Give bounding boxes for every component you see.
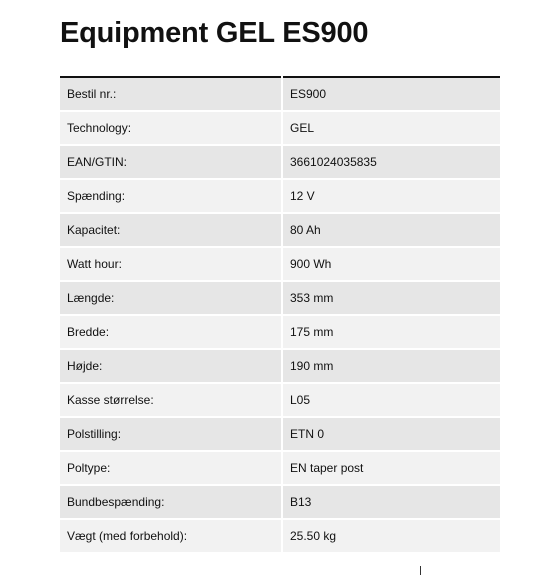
- table-row: [60, 349, 500, 383]
- table-row: [60, 383, 500, 417]
- spec-value: B13: [282, 485, 500, 519]
- spec-label: Længde:: [60, 281, 282, 315]
- spec-label: Spænding:: [60, 179, 282, 213]
- spec-value: 3661024035835: [282, 145, 500, 179]
- table-row: [60, 519, 500, 553]
- spec-table-body: [60, 77, 500, 553]
- spec-label: Bredde:: [60, 315, 282, 349]
- spec-label: Bundbespænding:: [60, 485, 282, 519]
- table-row: [60, 417, 500, 451]
- spec-value: EN taper post: [282, 451, 500, 485]
- spec-value: 80 Ah: [282, 213, 500, 247]
- table-row: [60, 451, 500, 485]
- spec-value: GEL: [282, 111, 500, 145]
- spec-value: ES900: [282, 77, 500, 111]
- spec-label: EAN/GTIN:: [60, 145, 282, 179]
- table-row: [60, 315, 500, 349]
- spec-value: 353 mm: [282, 281, 500, 315]
- spec-value: 900 Wh: [282, 247, 500, 281]
- spec-value: ETN 0: [282, 417, 500, 451]
- spec-value: 175 mm: [282, 315, 500, 349]
- table-row: [60, 111, 500, 145]
- table-row: [60, 145, 500, 179]
- spec-value: 12 V: [282, 179, 500, 213]
- table-row: [60, 77, 500, 111]
- spec-label: Bestil nr.:: [60, 77, 282, 111]
- table-row: [60, 281, 500, 315]
- spec-label: Technology:: [60, 111, 282, 145]
- spec-label: Polstilling:: [60, 417, 282, 451]
- spec-label: Vægt (med forbehold):: [60, 519, 282, 553]
- spec-label: Watt hour:: [60, 247, 282, 281]
- spec-label: Kapacitet:: [60, 213, 282, 247]
- table-row: [60, 213, 500, 247]
- spec-value: L05: [282, 383, 500, 417]
- page-title: Equipment GEL ES900: [60, 17, 369, 49]
- page-divider-mark: [420, 566, 421, 575]
- spec-value: 25.50 kg: [282, 519, 500, 553]
- table-row: [60, 485, 500, 519]
- spec-label: Kasse størrelse:: [60, 383, 282, 417]
- spec-value: 190 mm: [282, 349, 500, 383]
- spec-table: [60, 76, 500, 554]
- spec-label: Poltype:: [60, 451, 282, 485]
- spec-label: Højde:: [60, 349, 282, 383]
- table-row: [60, 179, 500, 213]
- table-row: [60, 247, 500, 281]
